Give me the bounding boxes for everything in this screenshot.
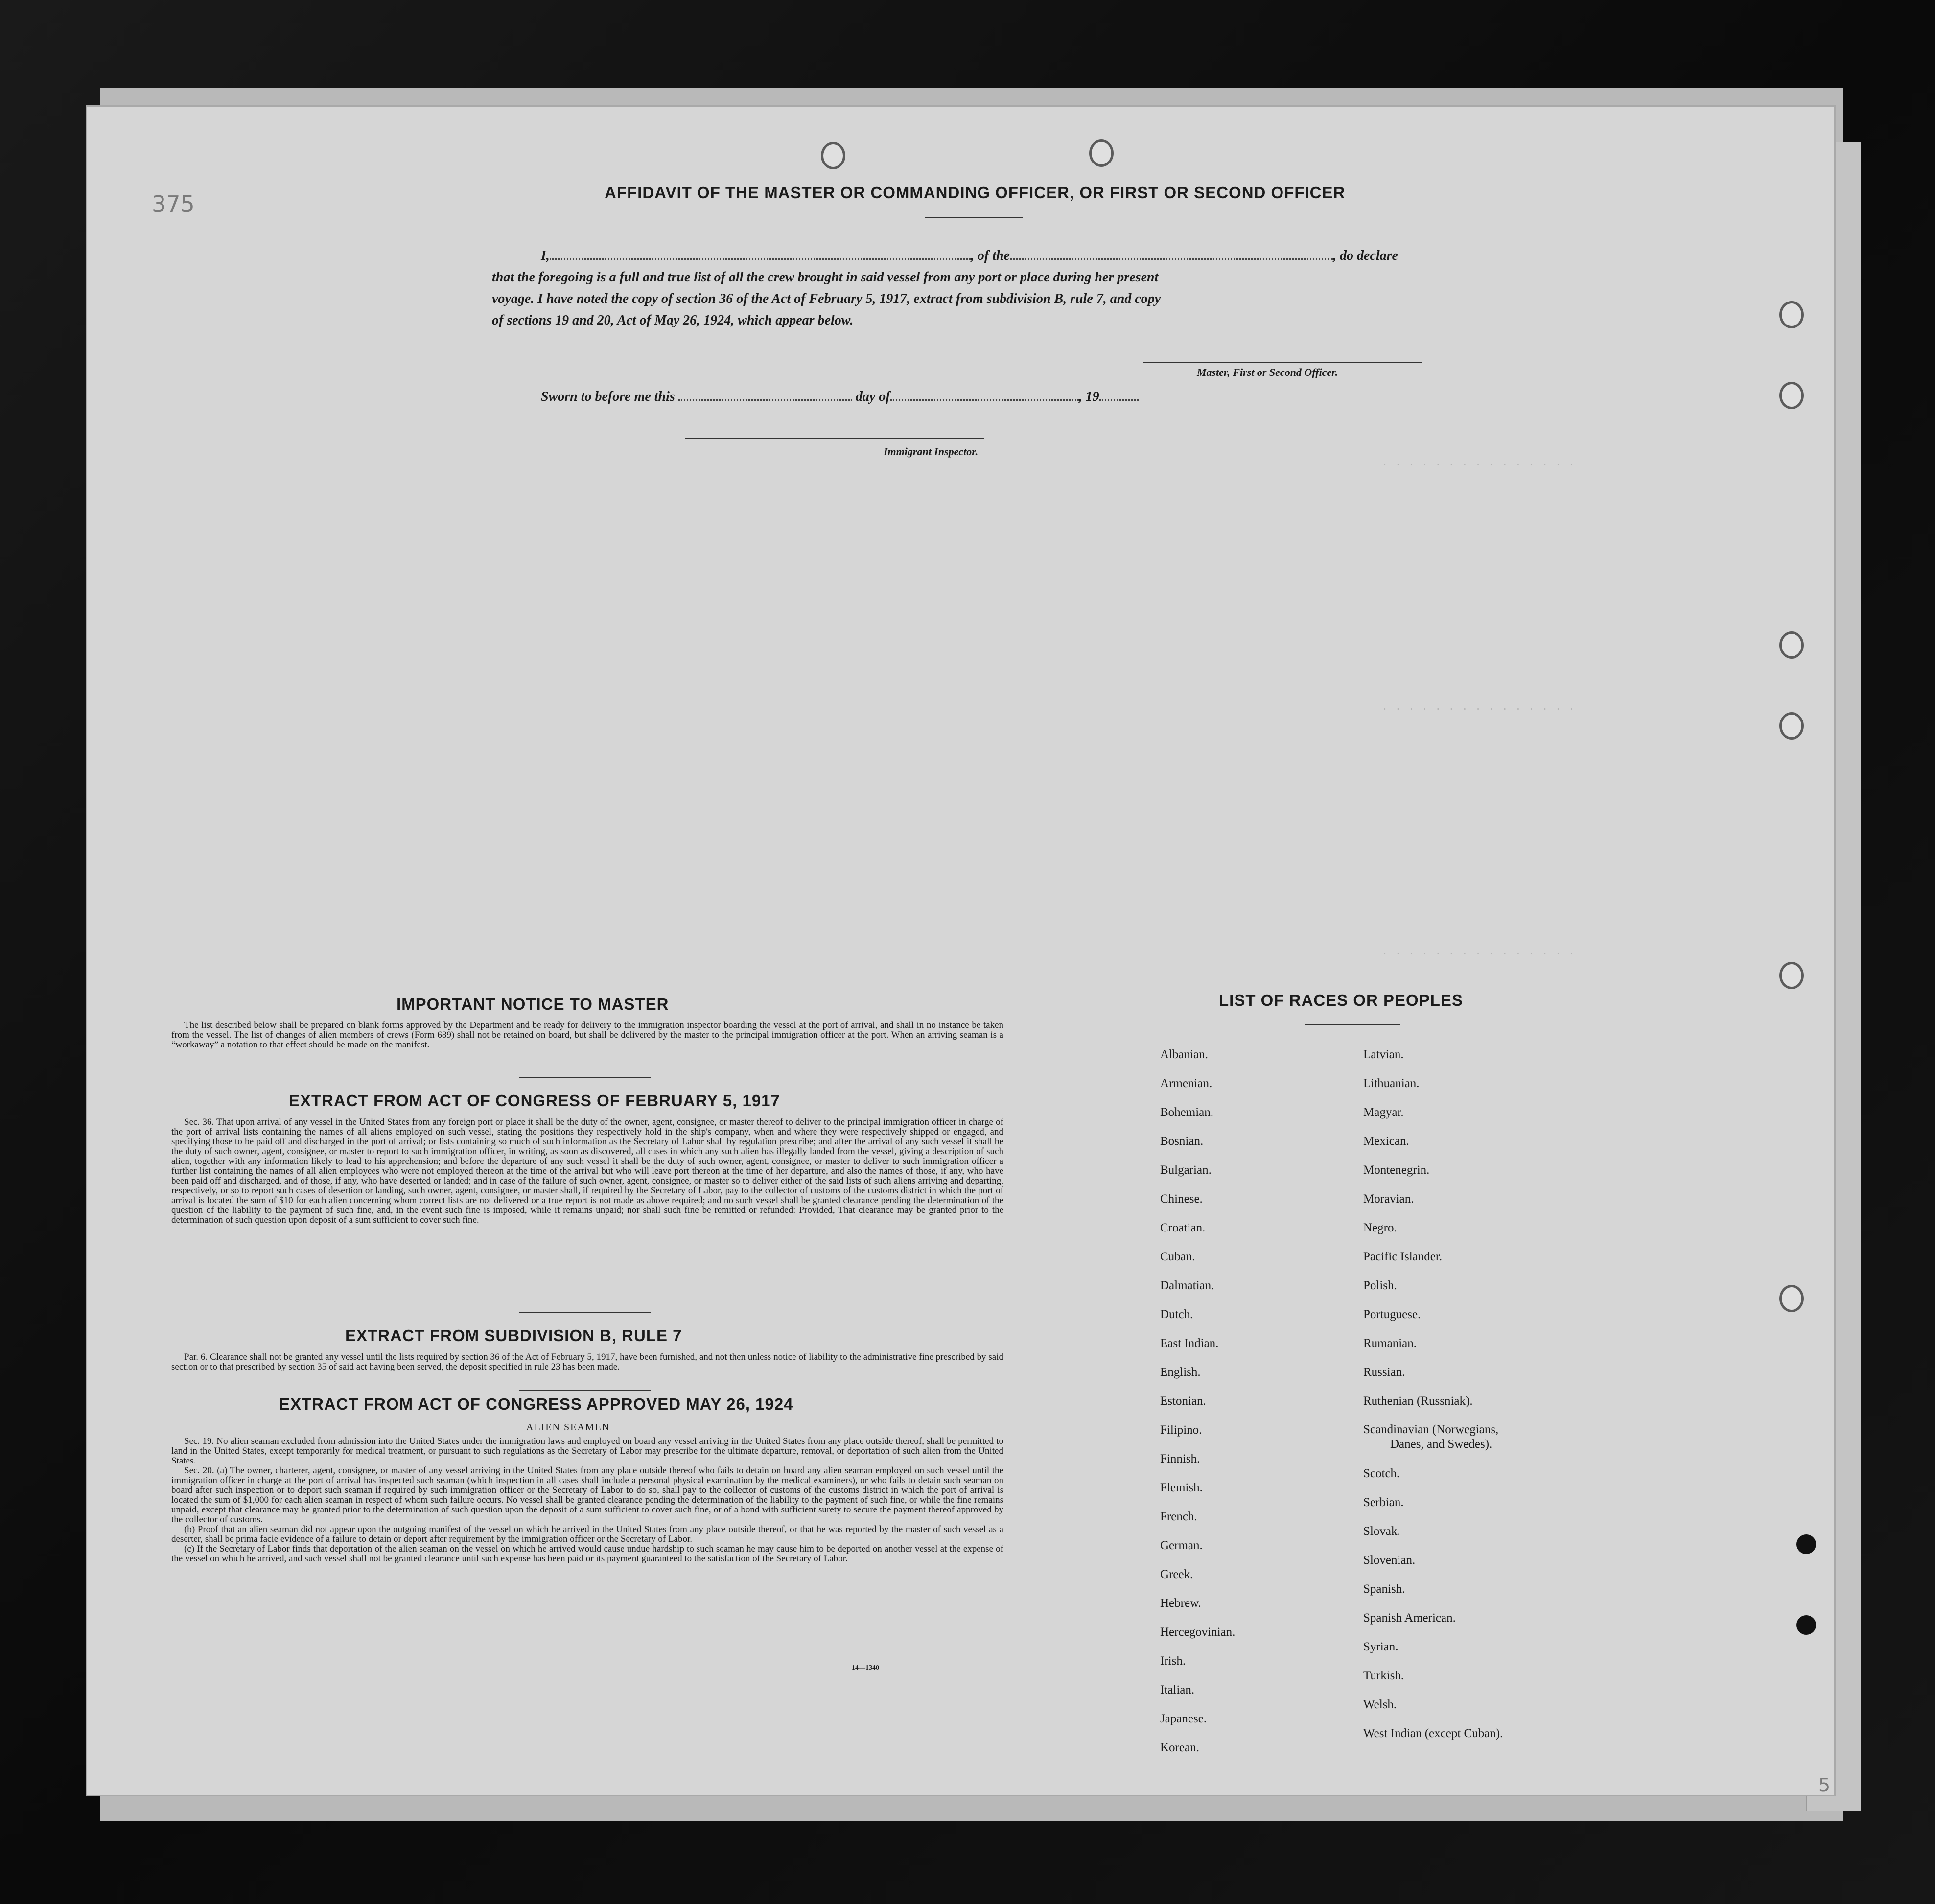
race-item: Irish. [1160, 1654, 1186, 1668]
race-item: Filipino. [1160, 1423, 1202, 1437]
sworn-label: Sworn to before me this [541, 389, 675, 404]
vessel-blank [1010, 258, 1333, 260]
race-item: Montenegrin. [1363, 1163, 1430, 1177]
sheet-number-mark: 5 [1818, 1774, 1831, 1796]
race-item: Flemish. [1160, 1481, 1203, 1494]
extract-1924-title: EXTRACT FROM ACT OF CONGRESS APPROVED MAY 26, 1924 [279, 1395, 793, 1413]
race-item: Turkish. [1363, 1669, 1404, 1682]
race-item: Rumanian. [1363, 1337, 1417, 1350]
year-blank [1099, 399, 1139, 401]
race-item: Ruthenian (Russniak). [1363, 1394, 1473, 1408]
race-item: Magyar. [1363, 1106, 1404, 1119]
race-item: Korean. [1160, 1741, 1199, 1754]
divider [519, 1312, 651, 1313]
bleed-through: · · · · · · · · · · · · · · · [1383, 947, 1577, 961]
race-item: Pacific Islander. [1363, 1250, 1443, 1263]
extract-rule7-title: EXTRACT FROM SUBDIVISION B, RULE 7 [345, 1326, 682, 1345]
bleed-through: · · · · · · · · · · · · · · · [1383, 458, 1577, 471]
race-item: Croatian. [1160, 1221, 1206, 1234]
race-item: Russian. [1363, 1366, 1405, 1379]
race-item: Polish. [1363, 1279, 1397, 1292]
race-item: French. [1160, 1510, 1197, 1523]
affidavit-title: AFFIDAVIT OF THE MASTER OR COMMANDING OFFICER, OR FIRST OR SECOND OFFICER [605, 184, 1346, 202]
race-item-scandinavian [1363, 1416, 1503, 1459]
extract-1917-text [171, 1117, 1003, 1225]
date-blank [678, 399, 852, 401]
divider [1305, 1024, 1400, 1025]
race-item: West Indian (except Cuban). [1363, 1727, 1503, 1740]
race-item: German. [1160, 1539, 1203, 1552]
binder-hole [1779, 301, 1804, 328]
affidavit-line-4: of sections 19 and 20, Act of May 26, 1924, which appear below. [492, 313, 854, 328]
divider [519, 1077, 651, 1078]
declare-label: , do declare [1333, 248, 1398, 263]
sworn-line [541, 389, 1139, 405]
race-item: Danes, and Swedes). [1390, 1438, 1492, 1451]
alien-seamen-subtitle: ALIEN SEAMEN [526, 1422, 610, 1433]
form-number: 14—1340 [852, 1664, 879, 1672]
notice-text [171, 1021, 1003, 1050]
race-item: Slovenian. [1363, 1554, 1416, 1567]
race-item: Spanish. [1363, 1582, 1405, 1596]
section-36-paragraph: Sec. 36. That upon arrival of any vessel in the United States from any foreign port or place it shall be the duty of the owner, agent, consignee, or master thereof to deliver to the principal immigration officer in charge of the port of arrival lists containing the names of all aliens employed on such vessel, stating the positions they respectively hold in the ship's company, when and where they were respectively shipped or engaged, and specifying those to be paid off and discharged in the port of arrival; or lists containing so much of such information as the Secretary of Labor shall by regulation prescribe; and after the arrival of any such vessel it shall be the duty of such owner, agent, consignee, or master to report to such immigration officer, in writing, as soon as discovered, all cases in which any such alien has illegally landed from the vessel, giving a description of such alien, together with any information likely to lead to his apprehension; and before the departure of any such vessel it shall be the duty of such owner, agent, consignee, or master to deliver to such immigration officer a further list containing the names of all alien employees who were not employed thereon at the time of the arrival but who will leave port thereon at the time of her departure, and also the names of those, if any, who have been paid off and discharged, and of those, if any, who have deserted or landed; and in case of the failure of such owner, agent, consignee, or master so to deliver either of the said lists of such aliens arriving and departing, respectively, or so to report such cases of desertion or landing, such owner, agent, consignee, or master shall, if required by the Secretary of Labor, pay to the collector of customs of the customs district in which the port of arrival is located the sum of $10 for each alien concerning whom correct lists are not delivered or a true report is not made as above required; and no such vessel shall be granted clearance pending the determination of the question of the liability to the payment of such fine, and, in the event such fine is imposed, while it remains unpaid; nor shall such fine be remitted or refunded: Provided, That clearance may be granted prior to the determination of such question upon deposit of a sum sufficient to cover such fine. [171, 1117, 1003, 1225]
year-label: , 19 [1078, 389, 1099, 404]
signature-label: Master, First or Second Officer. [1197, 366, 1338, 378]
race-item: Hebrew. [1160, 1597, 1201, 1610]
inspector-label: Immigrant Inspector. [884, 445, 979, 458]
race-item: Dutch. [1160, 1308, 1193, 1321]
race-item: Slovak. [1363, 1525, 1400, 1538]
race-item: Latvian. [1363, 1048, 1404, 1061]
binder-hole [1779, 1285, 1804, 1312]
binder-hole [1779, 712, 1804, 740]
race-item: Serbian. [1363, 1496, 1404, 1509]
affidavit-line-1 [541, 248, 1398, 264]
section-20a-paragraph: Sec. 20. (a) The owner, charterer, agent, consignee, or master of any vessel arriving in the United States from any place outside thereof who fails to detain on board any alien seaman employed on such vessel until the immigration officer in charge at the port of arrival has inspected such seaman (which inspection in all cases shall include a personal physical examination by the medical examiners), or who fails to detain such seaman on board after such inspection or to deport such seaman if required by such immigration officer or the Secretary of Labor to do so, shall pay to the collector of customs of the customs district in which the port of arrival is located the sum of $1,000 for each alien seaman in respect of whom such failure occurs. No vessel shall be granted clearance pending the determination of the liability to the payment of such fine, or while the fine remains unpaid, except that clearance may be granted prior to the determination of such question upon the deposit of a sum sufficient to cover such fine, or of a bond with sufficient surety to secure the payment thereof approved by the collector of customs. [171, 1465, 1003, 1525]
race-item: Welsh. [1363, 1698, 1397, 1711]
notice-paragraph: The list described below shall be prepared on blank forms approved by the Department and be ready for delivery to the immigration inspector boarding the vessel at the port of arrival, and shall in no instance be taken from the vessel. The list of changes of alien members of crews (Form 689) shall not be retained on board, but shall be delivered by the master to the principal immigration officer at the port. When an arriving seaman is a “workaway” a notation to that effect should be made on the manifest. [171, 1020, 1003, 1050]
race-item: English. [1160, 1366, 1201, 1379]
binder-hole [1779, 631, 1804, 659]
race-item: Estonian. [1160, 1394, 1206, 1408]
race-item: Greek. [1160, 1568, 1193, 1581]
binder-hole [1779, 382, 1804, 409]
extract-1924-text [171, 1437, 1003, 1564]
race-item: Albanian. [1160, 1048, 1208, 1061]
race-item: Bohemian. [1160, 1106, 1214, 1119]
extract-1917-title: EXTRACT FROM ACT OF CONGRESS OF FEBRUARY 5, 1917 [289, 1091, 780, 1110]
extract-rule7-text [171, 1352, 1003, 1372]
of-the-label: , of the [970, 248, 1010, 263]
race-item: Negro. [1363, 1221, 1397, 1234]
day-of-label: day of [855, 389, 890, 404]
race-item: Bosnian. [1160, 1135, 1204, 1148]
races-list-right [1363, 1040, 1503, 1748]
divider [519, 1390, 651, 1391]
races-list-left [1160, 1040, 1235, 1762]
punch-dot [1796, 1615, 1816, 1635]
race-item: Scotch. [1363, 1467, 1400, 1480]
paragraph-6: Par. 6. Clearance shall not be granted any vessel until the lists required by section 36 of the Act of February 5, 1917, have been furnished, and not then unless notice of liability to the administrative fine prescribed by said section or to that prescribed by section 35 of said act having been served, the deposit specified in rule 23 has been made. [171, 1352, 1003, 1372]
signature-line [1143, 362, 1422, 363]
race-item: Mexican. [1363, 1135, 1409, 1148]
race-item: Portuguese. [1363, 1308, 1421, 1321]
race-item: Hercegovinian. [1160, 1625, 1236, 1639]
divider [925, 217, 1023, 218]
bleed-through: · · · · · · · · · · · · · · · [1383, 702, 1577, 716]
page-number-mark: 375 [152, 191, 195, 217]
race-item: Spanish American. [1363, 1611, 1456, 1625]
race-item: Chinese. [1160, 1192, 1203, 1206]
month-blank [890, 399, 1079, 401]
pronoun-label: I, [541, 248, 550, 263]
race-item: Syrian. [1363, 1640, 1399, 1653]
section-20b-paragraph: (b) Proof that an alien seaman did not appear upon the outgoing manifest of the vessel on which he arrived in the United States from any place outside thereof, or that he was reported by the master of such vessel as a deserter, shall be prima facie evidence of a failure to detain or deport after requirement by the immigration officer or the Secretary of Labor. [171, 1524, 1003, 1544]
inspector-signature-line [685, 438, 984, 439]
punch-dot [1796, 1534, 1816, 1554]
race-item: Lithuanian. [1363, 1077, 1420, 1090]
binder-hole [821, 142, 845, 169]
affidavit-line-2: that the foregoing is a full and true list of all the crew brought in said vessel from any port or place during her present [492, 270, 1159, 285]
section-20c-paragraph: (c) If the Secretary of Labor finds that deportation of the alien seaman on the vessel on which he arrived would cause undue hardship to such seaman he may cause him to be deported on another vessel at the expense of the vessel on which he arrived, and such vessel shall not be granted clearance until such expense has been paid or its payment guaranteed to the satisfaction of the Secretary of Labor. [171, 1544, 1003, 1564]
race-item: Finnish. [1160, 1452, 1200, 1465]
race-item: Bulgarian. [1160, 1163, 1212, 1177]
affidavit-line-3: voyage. I have noted the copy of section 36 of the Act of February 5, 1917, extract from subdivision B, rule 7, and copy [492, 291, 1161, 306]
race-item: Japanese. [1160, 1712, 1207, 1725]
name-blank [550, 258, 971, 260]
manifest-page [86, 105, 1836, 1796]
race-item: Dalmatian. [1160, 1279, 1214, 1292]
race-item: East Indian. [1160, 1337, 1219, 1350]
races-title: LIST OF RACES OR PEOPLES [1219, 991, 1463, 1009]
section-19-paragraph: Sec. 19. No alien seaman excluded from admission into the United States under the immigration laws and employed on board any vessel arriving in the United States from any place outside thereof, shall be permitted to land in the United States, except temporarily for medical treatment, or pursuant to such regulations as the Secretary of Labor may prescribe for the ultimate departure, removal, or deportation of such alien from the United States. [171, 1436, 1003, 1466]
race-item: Moravian. [1363, 1192, 1414, 1206]
binder-hole [1779, 962, 1804, 989]
race-item: Cuban. [1160, 1250, 1195, 1263]
race-item: Italian. [1160, 1683, 1195, 1696]
binder-hole [1089, 139, 1114, 167]
race-item: Armenian. [1160, 1077, 1212, 1090]
notice-title: IMPORTANT NOTICE TO MASTER [396, 995, 669, 1013]
race-item: Scandinavian (Norwegians, [1363, 1423, 1499, 1436]
